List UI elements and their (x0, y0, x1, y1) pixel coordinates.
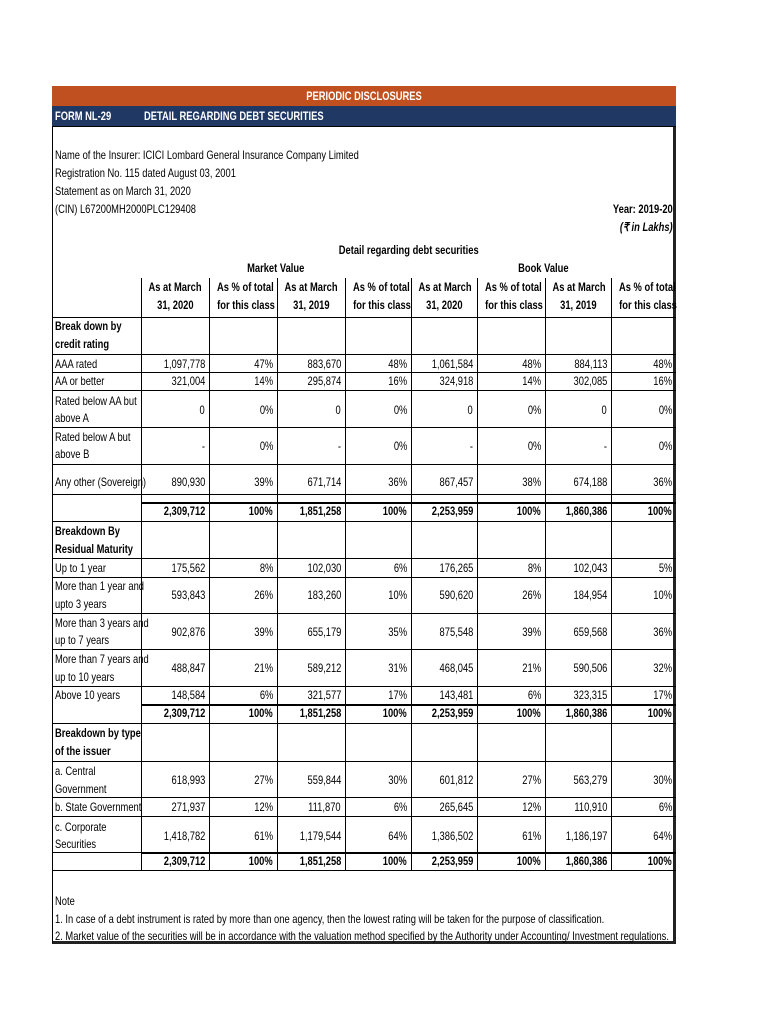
table-cell: 590,506 (573, 661, 607, 675)
total-cell: 100% (383, 504, 407, 518)
column-divider (545, 278, 546, 870)
total-cell: 1,851,258 (299, 854, 341, 868)
table-cell: 10% (388, 588, 407, 602)
table-cell: 0 (335, 402, 341, 417)
row-label: above B (55, 447, 90, 461)
column-header: As % of total (484, 280, 542, 294)
table-cell: 468,045 (439, 661, 473, 675)
table-cell: 1,179,544 (299, 828, 341, 843)
table-cell: 674,188 (573, 475, 607, 489)
table-cell: 36% (653, 475, 672, 489)
row-label: Up to 1 year (55, 561, 106, 575)
table-cell: 102,030 (307, 561, 341, 575)
table-cell: 0% (527, 438, 541, 453)
total-cell: 2,309,712 (163, 706, 205, 720)
table-cell: 30% (388, 773, 407, 787)
cin-number: (CIN) L67200MH2000PLC129408 (55, 202, 197, 216)
table-cell: 6% (527, 688, 541, 702)
table-cell: 0% (393, 438, 407, 453)
table-cell: 143,481 (439, 688, 473, 702)
book-value-heading: Book Value (518, 261, 569, 275)
table-cell: 36% (653, 624, 672, 639)
table-cell: 17% (388, 688, 407, 702)
table-cell: 867,457 (439, 475, 473, 489)
table-cell: 30% (653, 773, 672, 787)
row-divider (52, 649, 676, 650)
row-divider (52, 613, 676, 614)
table-cell: 593,843 (171, 588, 205, 602)
form-number: FORM NL-29 (55, 109, 112, 123)
row-label: More than 3 years and (55, 616, 149, 630)
table-cell: 148,584 (171, 688, 205, 702)
table-cell: 0 (199, 402, 205, 417)
table-cell: 559,844 (307, 773, 341, 787)
table-cell: 36% (388, 475, 407, 489)
column-divider (277, 278, 278, 870)
table-cell: 902,876 (171, 624, 205, 639)
table-cell: 0% (527, 402, 541, 417)
rule (52, 317, 676, 318)
column-header: for this class (353, 298, 411, 312)
total-cell: 100% (517, 706, 541, 720)
section-heading: credit rating (55, 337, 110, 351)
table-cell: 0% (658, 438, 672, 453)
column-header: 31, 2020 (425, 298, 463, 312)
table-cell: 176,265 (439, 561, 473, 575)
table-cell: 0 (467, 402, 473, 417)
table-cell: 31% (388, 661, 407, 675)
total-cell: 100% (648, 854, 672, 868)
table-cell: 26% (522, 588, 541, 602)
row-label: b. State Government (55, 800, 142, 814)
row-divider (52, 521, 676, 522)
column-header: for this class (619, 298, 677, 312)
total-cell: 1,860,386 (565, 706, 607, 720)
table-cell: 618,993 (171, 773, 205, 787)
note-title: Note (55, 894, 75, 908)
column-divider (345, 278, 346, 870)
table-cell: 14% (522, 374, 541, 388)
table-cell: 295,874 (307, 374, 341, 388)
table-cell: 32% (653, 661, 672, 675)
total-cell: 2,253,959 (431, 504, 473, 518)
row-label: Government (55, 782, 107, 796)
table-cell: 5% (658, 561, 672, 575)
total-cell: 2,309,712 (163, 504, 205, 518)
row-label: Any other (Sovereign) (55, 475, 147, 489)
page-title: PERIODIC DISCLOSURES (306, 89, 422, 103)
row-label: upto 3 years (55, 597, 107, 611)
table-cell: 64% (653, 828, 672, 843)
table-cell: 39% (254, 624, 273, 639)
total-cell: 100% (517, 854, 541, 868)
row-label: More than 7 years and (55, 652, 149, 666)
row-divider (52, 558, 676, 559)
table-cell: 61% (522, 828, 541, 843)
row-divider (52, 577, 676, 578)
table-cell: 111,870 (308, 800, 341, 814)
total-rule (141, 704, 676, 706)
table-cell: 659,568 (573, 624, 607, 639)
row-label: up to 10 years (55, 670, 115, 684)
total-cell: 100% (249, 504, 273, 518)
table-cell: 6% (658, 800, 672, 814)
total-cell: 100% (648, 504, 672, 518)
row-label: c. Corporate (55, 820, 107, 834)
column-divider (611, 278, 612, 870)
column-header: 31, 2019 (292, 298, 330, 312)
table-cell: 0% (259, 438, 273, 453)
table-cell: 1,386,502 (431, 828, 473, 843)
table-cell: 884,113 (573, 357, 607, 371)
table-cell: 175,562 (171, 561, 205, 575)
row-divider (52, 427, 676, 428)
total-cell: 100% (383, 706, 407, 720)
table-cell: 39% (522, 624, 541, 639)
table-cell: 21% (254, 661, 273, 675)
table-cell: 601,812 (439, 773, 473, 787)
table-cell: 0% (658, 402, 672, 417)
section-heading: Breakdown By (55, 524, 121, 538)
column-header: As at March (148, 280, 202, 294)
row-divider (52, 390, 676, 391)
column-header: As % of total (618, 280, 676, 294)
section-heading: Residual Maturity (55, 542, 134, 556)
insurer-name: Name of the Insurer: ICICI Lombard General Insurance Company Limited (55, 148, 359, 162)
table-cell: 589,212 (307, 661, 341, 675)
row-label: a. Central (55, 764, 96, 778)
row-label: AA or better (55, 374, 105, 388)
table-cell: 27% (254, 773, 273, 787)
total-cell: 1,860,386 (565, 854, 607, 868)
column-header: 31, 2020 (156, 298, 194, 312)
table-caption: Detail regarding debt securities (338, 243, 479, 257)
table-cell: 321,577 (307, 688, 341, 702)
row-divider (52, 816, 676, 817)
total-cell: 2,253,959 (431, 854, 473, 868)
table-cell: 324,918 (439, 374, 473, 388)
note-2: 2. Market value of the securities will be in accordance with the valuation method specified by the Authority under Accounting/ Investment regulations. (55, 929, 669, 943)
total-cell: 100% (249, 854, 273, 868)
row-label: up to 7 years (55, 633, 110, 647)
table-cell: 12% (254, 800, 273, 814)
table-cell: 875,548 (439, 624, 473, 639)
row-divider (52, 372, 676, 373)
row-divider (52, 494, 676, 495)
table-cell: 1,061,584 (431, 357, 473, 371)
table-cell: 110,910 (573, 800, 607, 814)
table-cell: 6% (393, 800, 407, 814)
table-cell: 48% (653, 357, 672, 371)
table-cell: 671,714 (307, 475, 341, 489)
total-rule (141, 852, 676, 854)
table-cell: 655,179 (307, 624, 341, 639)
row-divider (52, 354, 676, 355)
total-cell: 1,860,386 (565, 504, 607, 518)
table-cell: 21% (522, 661, 541, 675)
section-heading: Break down by (55, 319, 122, 333)
table-cell: 6% (259, 688, 273, 702)
column-header: for this class (485, 298, 543, 312)
column-divider (477, 278, 478, 870)
registration-number: Registration No. 115 dated August 03, 2001 (55, 166, 236, 180)
row-label: Securities (55, 837, 97, 851)
row-label: above A (55, 411, 89, 425)
table-cell: 61% (254, 828, 273, 843)
table-cell: 0% (393, 402, 407, 417)
column-header: 31, 2019 (559, 298, 597, 312)
table-cell: 1,097,778 (163, 357, 205, 371)
table-cell: - (469, 438, 473, 453)
total-cell: 1,851,258 (299, 706, 341, 720)
row-divider (52, 870, 676, 871)
total-cell: 2,253,959 (431, 706, 473, 720)
market-value-heading: Market Value (247, 261, 305, 275)
row-divider (52, 686, 676, 687)
table-cell: 271,937 (171, 800, 205, 814)
table-cell: 1,186,197 (565, 828, 607, 843)
table-cell: 48% (388, 357, 407, 371)
table-cell: 26% (254, 588, 273, 602)
column-header: As % of total (216, 280, 274, 294)
table-cell: 8% (259, 561, 273, 575)
table-cell: 16% (653, 374, 672, 388)
row-divider (52, 761, 676, 762)
table-cell: 265,645 (439, 800, 473, 814)
table-cell: 883,670 (307, 357, 341, 371)
column-divider (141, 317, 142, 870)
table-cell: 488,847 (171, 661, 205, 675)
table-cell: - (201, 438, 205, 453)
total-cell: 100% (249, 706, 273, 720)
table-cell: 14% (254, 374, 273, 388)
form-subtitle: DETAIL REGARDING DEBT SECURITIES (144, 109, 324, 123)
table-cell: 10% (653, 588, 672, 602)
row-divider (52, 464, 676, 465)
table-cell: 302,085 (573, 374, 607, 388)
total-cell: 100% (648, 706, 672, 720)
table-cell: 563,279 (573, 773, 607, 787)
table-cell: 0% (259, 402, 273, 417)
row-divider (52, 723, 676, 724)
unit-label: (₹ in Lakhs) (620, 220, 673, 234)
table-cell: 47% (254, 357, 273, 371)
table-cell: 1,418,782 (163, 828, 205, 843)
total-cell: 100% (383, 854, 407, 868)
column-header: for this class (217, 298, 275, 312)
table-cell: 48% (522, 357, 541, 371)
table-cell: 890,930 (171, 475, 205, 489)
table-cell: 27% (522, 773, 541, 787)
section-heading: of the issuer (55, 744, 111, 758)
table-cell: 35% (388, 624, 407, 639)
table-cell: 323,315 (573, 688, 607, 702)
total-cell: 1,851,258 (299, 504, 341, 518)
column-header: As at March (284, 280, 338, 294)
column-header: As at March (418, 280, 472, 294)
row-divider (52, 797, 676, 798)
statement-date: Statement as on March 31, 2020 (55, 184, 191, 198)
table-cell: 590,620 (439, 588, 473, 602)
table-cell: 184,954 (573, 588, 607, 602)
table-cell: 8% (527, 561, 541, 575)
row-label: More than 1 year and (55, 579, 144, 593)
row-label: AAA rated (55, 357, 98, 371)
table-cell: 17% (653, 688, 672, 702)
table-cell: 321,004 (171, 374, 205, 388)
table-cell: 38% (522, 475, 541, 489)
total-cell: 2,309,712 (163, 854, 205, 868)
row-label: Rated below A but (55, 430, 131, 444)
table-cell: 0 (601, 402, 607, 417)
table-cell: 39% (254, 475, 273, 489)
table-cell: - (337, 438, 341, 453)
table-cell: 16% (388, 374, 407, 388)
table-cell: 64% (388, 828, 407, 843)
column-header: As % of total (352, 280, 410, 294)
total-rule (141, 502, 676, 504)
table-cell: - (603, 438, 607, 453)
column-header: As at March (552, 280, 606, 294)
rule (52, 126, 676, 127)
note-1: 1. In case of a debt instrument is rated by more than one agency, then the lowest rating will be taken for the purpose of classification. (55, 912, 605, 926)
table-cell: 12% (522, 800, 541, 814)
row-label: Above 10 years (55, 688, 121, 702)
total-cell: 100% (517, 504, 541, 518)
column-divider (209, 278, 210, 870)
column-divider (411, 278, 412, 870)
table-cell: 6% (393, 561, 407, 575)
table-cell: 183,260 (307, 588, 341, 602)
year-label: Year: 2019-20 (613, 202, 673, 216)
row-label: Rated below AA but (55, 394, 137, 408)
section-heading: Breakdown by type (55, 726, 141, 740)
table-cell: 102,043 (573, 561, 607, 575)
